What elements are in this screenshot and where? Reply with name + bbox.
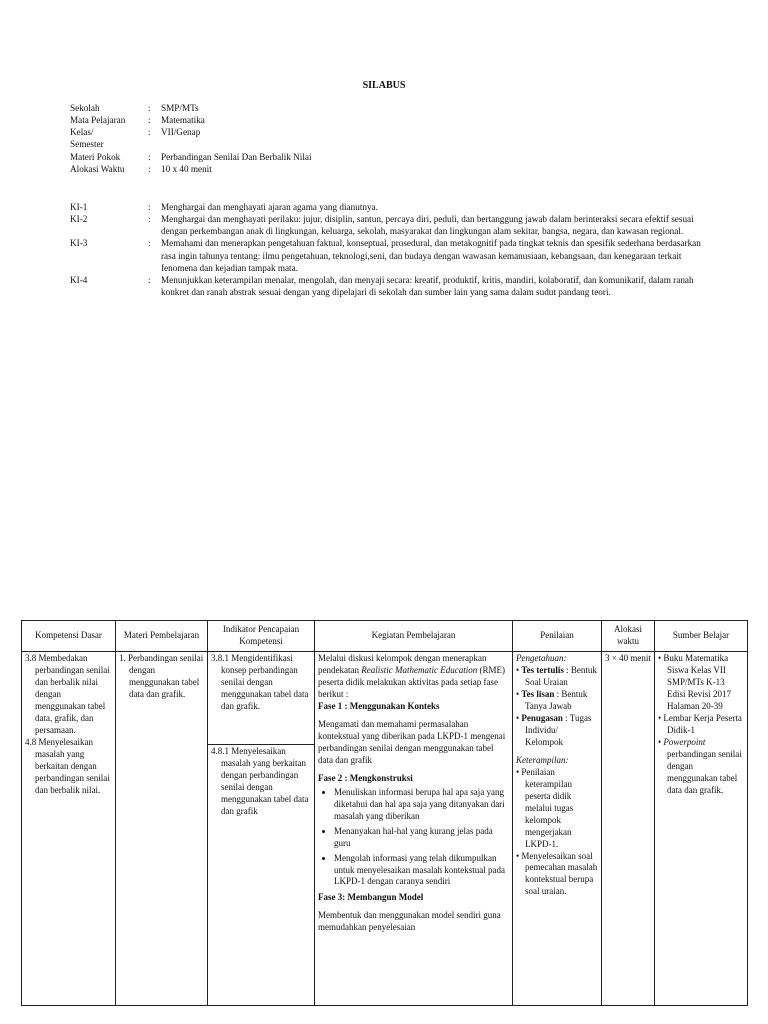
info-label: Sekolah [70, 103, 100, 113]
info-value: 10 x 40 menit [161, 163, 212, 174]
ipk-item: 3.8.1 Mengidentifikasi konsep perbandingan senilai dengan menggunakan tabel data dan grafik. [211, 653, 309, 711]
list-item: • Tes lisan : Bentuk Tanya Jawab [516, 688, 588, 711]
ki-label: KI-2 [70, 214, 88, 225]
kd-item: 4.8 Menyelesaikan masalah yang berkaitan dengan perbandingan senilai dan berbalik nilai. [25, 736, 110, 795]
info-row-time: Alokasi Waktu : 10 x 40 menit [70, 163, 710, 175]
cell-sumber [655, 652, 748, 1006]
cell-kegiatan [315, 652, 513, 1006]
header-sumber: Sumber Belajar [655, 621, 748, 652]
info-value: VII/Genap [161, 127, 201, 138]
cell-kd [22, 652, 116, 1006]
info-label: Materi Pokok [70, 151, 121, 162]
info-label: Semester [70, 139, 104, 150]
keterampilan-label: Keterampilan: [516, 754, 569, 765]
header-kegiatan: Kegiatan Pembelajaran [315, 621, 513, 652]
list-item: • Menuliskan informasi berupa hal apa saja yang diketahui dan hal apa saja yang ditanyakan dari masalah yang diberikan [334, 787, 509, 823]
list-item: • Mengolah informasi yang telah dikumpulkan untuk menyelesaikan masalah kontekstual pada LKPD-1 dengan caranya sendiri [334, 853, 509, 889]
header-indikator: Indikator Pencapaian Kompetensi [208, 621, 315, 652]
cell-penilaian [513, 652, 602, 1006]
fase3-title: Fase 3: Membangun Model [318, 892, 424, 903]
document-title: SILABUS [362, 80, 406, 91]
fase3-text: Membentuk dan menggunakan model sendiri guna memudahkan penyelesaian [318, 910, 501, 933]
ki-label: KI-1 [70, 202, 88, 212]
cell-ipk-1 [208, 652, 315, 745]
materi-item: 1. Perbandingan senilai dengan menggunakan tabel data dan grafik. [119, 653, 204, 699]
school-info [70, 102, 710, 175]
list-item: • Powerpoint perbandingan senilai dengan menggunakan tabel data dan grafik. [658, 736, 742, 795]
info-row-topic: Materi Pokok : Perbandingan Senilai Dan Berbalik Nilai [70, 151, 710, 163]
core-competencies [70, 201, 710, 298]
info-row-subject: Mata Pelajaran : Matematika [70, 114, 710, 126]
fase2-title: Fase 2 : Mengkonstruksi [318, 772, 413, 783]
list-item: • Penugasan : Tugas Individu/ Kelompok [516, 712, 592, 747]
info-row-school: Sekolah : SMP/MTs [70, 102, 710, 114]
info-label: Alokasi Waktu [70, 163, 125, 174]
pengetahuan-label: Pengetahuan: [516, 653, 567, 663]
ki-label: KI-4 [70, 274, 88, 285]
cell-materi [116, 652, 208, 1006]
header-kd: Kompetensi Dasar [22, 621, 116, 652]
list-item: • Tes tertulis : Bentuk Soal Uraian [516, 664, 597, 687]
fase1-title: Fase 1 : Menggunakan Konteks [318, 700, 440, 711]
info-label: Mata Pelajaran [70, 115, 126, 126]
info-label: Kelas/ [70, 127, 94, 138]
list-item: • Lembar Kerja Peserta Didik-1 [658, 712, 742, 735]
header-penilaian: Penilaian [513, 621, 602, 652]
info-row-class: Kelas/ : VII/Genap [70, 126, 710, 138]
kd-item: 3.8 Membedakan perbandingan senilai dan berbalik nilai dengan menggunakan tabel data, grafik, dan persamaan. [25, 653, 110, 735]
syllabus-table [21, 620, 748, 1006]
ki-text: Menunjukkan keterampilan menalar, mengolah, dan menyaji secara: kreatif, produktif, kritis, mandiri, kolaboratif, dan komunikatif, dalam ranah konkret dan ranah abstrak sesuai dengan yang dipelajari di sekolah dan sumber lain yang sama dalam sudut pandang teori. [161, 274, 694, 297]
list-item: • Buku Matematika Siswa Kelas VII SMP/MTs K-13 Edisi Revisi 2017 Halaman 20-39 [658, 653, 732, 711]
ki-row: KI-3 : Memahami dan menerapkan pengetahuan faktual, konseptual, prosedural, dan metakognitif pada tingkat teknis dan spesifik sederhana berdasarkan rasa ingin tahunya tentang: ilmu pengetahuan, teknologi,seni, dan budaya dengan wawasan kemanusiaan, kebangsaan, dan kenegaraan terkait fenomena dan kejadian tampak mata. [70, 237, 710, 273]
ki-text: Memahami dan menerapkan pengetahuan faktual, konseptual, prosedural, dan metakognitif pada tingkat teknis dan spesifik sederhana berdasarkan rasa ingin tahunya tentang: ilmu pengetahuan, teknologi,seni, dan budaya dengan wawasan kemanusiaan, kebangsaan, dan kenegaraan terkait fenomena dan kejadian tampak mata. [161, 238, 701, 273]
info-row-semester [70, 138, 710, 150]
ki-label: KI-3 [70, 238, 88, 249]
table-row [22, 652, 748, 745]
header-alokasi: Alokasi waktu [602, 621, 655, 652]
header-materi: Materi Pembelajaran [116, 621, 208, 652]
info-value: Perbandingan Senilai Dan Berbalik Nilai [161, 151, 312, 162]
fase1-text: Mengamati dan memahami permasalahan kontekstual yang diberikan pada LKPD-1 mengenai perbandingan senilai dengan menggunakan tabel data dan grafik [318, 718, 506, 765]
ki-row: KI-4 : Menunjukkan keterampilan menalar, mengolah, dan menyaji secara: kreatif, produktif, kritis, mandiri, kolaboratif, dan komunikatif, dalam ranah konkret dan ranah abstrak sesuai dengan yang dipelajari di sekolah dan sumber lain yang sama dalam sudut pandang teori. [70, 274, 710, 298]
ki-text: Menghargai dan menghayati ajaran agama yang dianutnya. [161, 202, 378, 212]
list-item: • Penilaian keterampilan peserta didik melalui tugas kelompok mengerjakan LKPD-1. [516, 766, 574, 849]
fase2-list [318, 787, 509, 889]
list-item: • Menanyakan hal-hal yang kurang jelas pada guru [334, 826, 509, 850]
ki-row: KI-1 : Menghargai dan menghayati ajaran agama yang dianutnya. [70, 201, 710, 213]
kegiatan-intro: Melalui diskusi kelompok dengan menerapkan pendekatan Realistic Mathematic Education (RME) peserta didik melakukan aktivitas pada setiap fase berikut : [318, 653, 505, 699]
info-value: SMP/MTs [161, 103, 199, 113]
table-header-row [22, 621, 748, 652]
ki-text: Menghargai dan menghayati perilaku: jujur, disiplin, santun, percaya diri, peduli, dan bertanggung jawab dalam berinteraksi secara efektif sesuai dengan perkembangan anak di lingkungan, keluarga, sekolah, masyarakat dan lingkungan alam sekitar, bangsa, negara, dan kawasan regional. [161, 214, 694, 237]
ipk-item: 4.8.1 Menyelesaikan masalah yang berkaitan dengan perbandingan senilai dengan menggunakan tabel data dan grafik [211, 746, 309, 816]
cell-ipk-2 [208, 745, 315, 1006]
list-item: • Menyelesaikan soal pemecahan masalah kontekstual berupa soal uraian. [516, 850, 598, 897]
info-value: Matematika [161, 115, 205, 126]
ki-row: KI-2 : Menghargai dan menghayati perilaku: jujur, disiplin, santun, percaya diri, peduli, dan bertanggung jawab dalam berinteraksi secara efektif sesuai dengan perkembangan anak di lingkungan, keluarga, sekolah, masyarakat dan lingkungan alam sekitar, bangsa, negara, dan kawasan regional. [70, 213, 710, 237]
cell-alokasi: 3 × 40 menit [602, 652, 655, 1006]
